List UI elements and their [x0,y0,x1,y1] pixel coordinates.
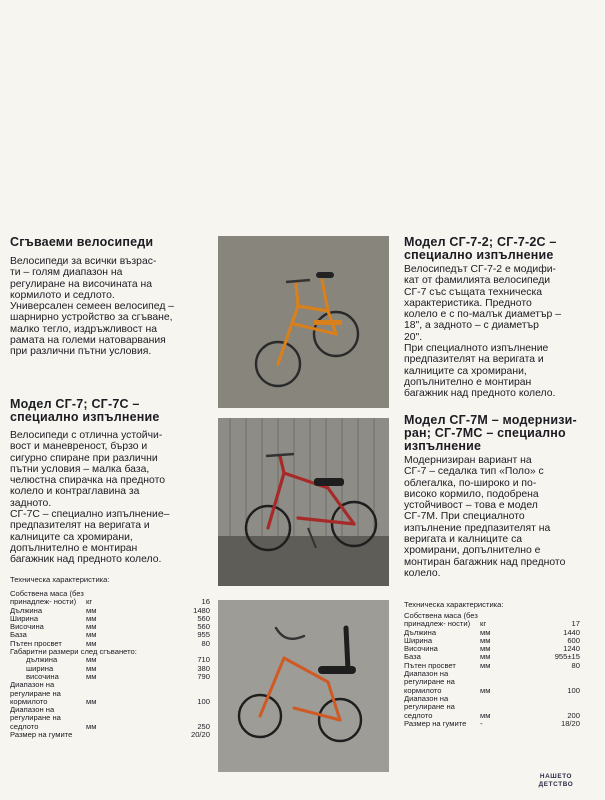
body-line: кат от фамилията велосипеди [404,275,551,287]
body-line: колело и контраглавина за [10,486,140,498]
specs-heading-left: Техническа характеристика: [10,575,110,584]
model-sg7-2-text [404,264,604,400]
spec-value: 100 [197,696,210,706]
body-line: СГ-7 със същата техническа [404,286,542,298]
spec-unit: мм [480,652,491,662]
body-line: калниците са хромирани, [404,365,527,377]
spec-value: 80 [571,660,580,670]
body-line: 20". [404,331,423,343]
spec-label: Височина [404,644,438,654]
spec-row [10,607,210,615]
spec-value: 1480 [193,605,210,615]
spec-value: 955±15 [554,652,580,662]
magazine-logo [530,773,582,795]
spec-label: ширина [26,663,54,673]
spec-unit: мм [480,627,491,637]
body-line: Велосипедът СГ-7-2 е модифи- [404,264,557,275]
spec-label: Размер на гумите [10,730,73,740]
body-line: багажник над предното колело. [404,388,556,400]
section-title: Сгъваеми велосипеди [10,235,154,249]
spec-label: Размер на гумите [404,718,467,728]
spec-value: 80 [201,638,210,648]
body-line: изпълнение предпазителят на [404,522,551,534]
spec-unit: мм [86,696,97,706]
spec-unit: мм [86,613,97,623]
title-line: ран; СГ-7МС – специално [404,426,566,440]
body-line: Модернизиран вариант на [404,455,532,466]
photo-sg7m [218,600,389,772]
spec-label: Дължина [10,605,43,615]
body-line: предпазителят на веригата и [10,520,150,532]
body-line: Велосипеди с отлична устойчи- [10,430,163,441]
spec-value: 560 [197,613,210,623]
spec-row [10,590,210,607]
intro-text [10,256,220,358]
polo-seat-bicycle-icon [218,600,389,772]
spec-label: Диапазон на регулиране на кормилото [404,669,455,695]
spec-value: 1440 [563,627,580,637]
spec-label: Дължина [404,627,437,637]
spec-label: База [10,630,27,640]
spec-label: Пътен просвет [10,638,62,648]
orange-folding-bicycle-icon [218,236,389,408]
spec-unit [86,731,146,739]
intro-line: малко тегло, издръжливост на [10,323,158,335]
spec-row [10,731,210,739]
specs-heading-right: Техническа характеристика: [404,600,504,609]
spec-value: 1240 [563,644,580,654]
spec-value: 250 [197,721,210,731]
spec-row [404,645,580,653]
spec-unit: мм [86,622,97,632]
body-line: характеристика. Предното [404,297,532,309]
spec-label: Собствена маса (без принадлеж- ности) [404,611,478,629]
intro-line: шарнирно устройство за сгъване, [10,312,173,324]
spec-row [404,695,580,720]
intro-line: Велосипеди за всички възрас- [10,256,157,267]
body-line: хромирани, допълнително е [404,545,541,557]
spec-value: 710 [197,655,210,665]
body-line: допълнително е монтиран [404,376,532,388]
body-line: колело е с по-малък диаметър – [404,309,562,321]
title-line: изпълнение [404,439,482,453]
body-line: калниците са хромирани, [10,531,133,543]
spec-unit: кг [480,619,487,629]
body-line: 18", а задното – с диаметър [404,320,539,332]
intro-line: кормилото и седлото. [10,289,115,301]
spec-label: База [404,652,421,662]
spec-unit: мм [86,630,97,640]
spec-unit: мм [480,685,491,695]
spec-value: 16 [201,597,210,607]
spec-row [10,681,210,706]
spec-value: 790 [197,671,210,681]
spec-label: Диапазон на регулиране на кормилото [10,680,61,706]
spec-unit: мм [86,655,97,665]
body-line: СГ-7 – седалка тип «Поло» с [404,466,544,478]
body-line: СГ-7С – специално изпълнение– [10,509,170,521]
body-line: колело. [404,567,441,579]
spec-label: Височина [10,622,44,632]
specs-table-left [10,590,210,739]
body-line: високо кормило, подобрена [404,488,539,500]
intro-line: при различни пътни условия. [10,346,152,358]
spec-unit: мм [480,635,491,645]
spec-value: 380 [197,663,210,673]
title-line: специално изпълнение [404,248,554,262]
model-sg7-2-title [404,236,604,262]
title-line: Модел СГ-7; СГ-7С – [10,397,140,411]
spec-label: Ширина [404,635,433,645]
body-line: челюстна спирачка на предното [10,475,166,487]
spec-unit: кг [86,597,93,607]
spec-label: Диапазон на регулиране на седлото [10,705,61,731]
spec-unit: мм [86,671,97,681]
spec-row [10,623,210,631]
spec-unit: мм [86,605,97,615]
spec-value: 600 [567,635,580,645]
spec-unit: мм [86,638,97,648]
body-line: монтиран багажник над предното [404,556,566,568]
spec-value: 100 [567,685,580,695]
intro-line: Универсален семеен велосипед – [10,301,175,313]
body-line: пътни условия – малка база, [10,463,150,475]
title-line: специално изпълнение [10,410,160,424]
spec-value: 560 [197,622,210,632]
body-line: При специалното изпълнение [404,343,549,355]
body-line: багажник над предното колело. [10,554,162,566]
body-line: сигурно спиране при различни [10,452,158,464]
spec-label: височина [26,671,59,681]
specs-table-right [404,612,580,728]
body-line: задното. [10,497,52,509]
body-line: СГ-7М. При специалното [404,511,525,523]
model-sg7m-text [404,455,604,579]
title-line: Модел СГ-7М – модернизи- [404,413,577,427]
spec-label: Ширина [10,613,39,623]
spec-label: Собствена маса (без принадлеж- ности) [10,589,84,607]
logo-line: ДЕТСТВО [538,781,574,788]
spec-row [404,670,580,695]
intro-line: ти – голям диапазон на [10,267,123,279]
intro-line: рамата на големи натоварвания [10,335,166,347]
spec-unit: мм [86,663,97,673]
intro-line: регулиране на височината на [10,278,153,290]
red-folding-bicycle-by-fence-icon [218,418,389,586]
body-line: облегалка, по-широко и по- [404,477,537,489]
body-line: вост и маневреност, бързо и [10,441,148,453]
photo-sg7-2 [218,236,389,408]
spec-value: 200 [567,710,580,720]
spec-row [10,706,210,731]
title-line: Модел СГ-7-2; СГ-7-2С – [404,235,557,249]
spec-label: Диапазон на регулиране на седлото [404,693,455,720]
spec-row [404,720,580,728]
spec-unit: - [480,718,483,728]
body-line: устойчивост – това е модел [404,500,538,512]
spec-unit: мм [480,644,491,654]
spec-value: 18/20 [560,718,580,728]
spec-unit: мм [480,710,491,720]
body-line: предпазителят на веригата и [404,354,544,366]
spec-value: 955 [197,630,210,640]
spec-unit: мм [86,721,97,731]
photo-sg7 [218,418,389,586]
body-line: веригата и калниците са [404,534,523,546]
spec-label: Габаритни размери след сгъването: [10,647,137,657]
spec-value: 20/20 [190,730,210,740]
logo-line: НАШЕТО [539,773,573,780]
body-line: допълнително е монтиран [10,542,138,554]
spec-value: 17 [571,619,580,629]
spec-unit: мм [480,660,491,670]
model-sg7-text [10,430,220,566]
spec-label: Пътен просвет [404,660,456,670]
model-sg7-title [10,398,220,424]
spec-label: дължина [26,655,58,665]
spec-row [404,612,580,629]
model-sg7m-title [404,414,604,453]
